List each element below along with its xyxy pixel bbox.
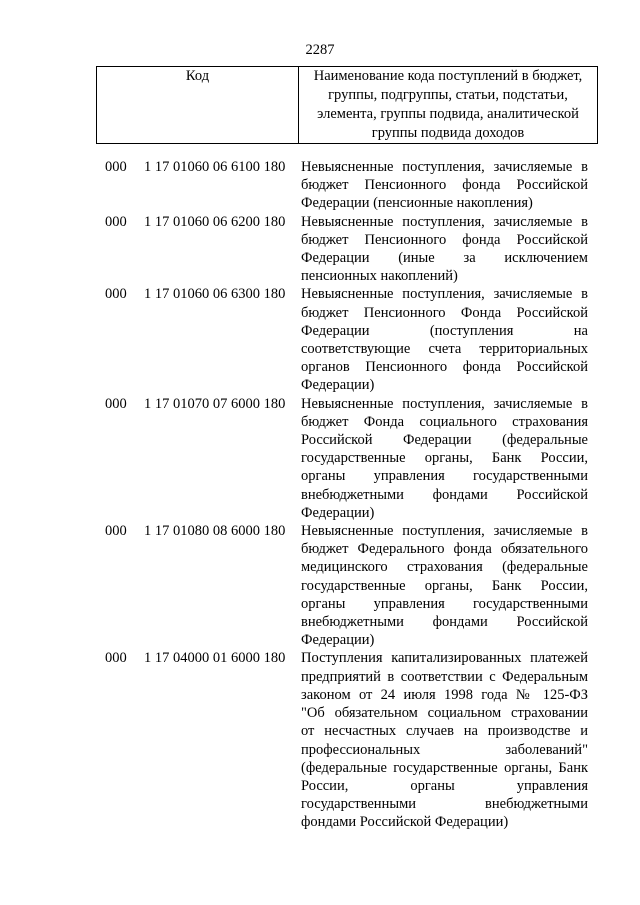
admin-code: 000 bbox=[105, 395, 127, 412]
header-name-line: Наименование кода поступлений в бюджет, bbox=[313, 68, 583, 84]
name-line: Невыясненные поступления, зачисляемые в bbox=[301, 523, 588, 540]
name-line: органов Пенсионного фонда Российской bbox=[301, 359, 588, 376]
revenue-code: 1 17 01060 06 6200 180 bbox=[144, 213, 286, 230]
name-line: фондами Российской Федерации) bbox=[301, 814, 509, 831]
header-name-cell bbox=[299, 67, 598, 144]
name-line: государственные органы, Банк России, bbox=[301, 450, 588, 467]
name-line: государственные органы, Банк России, bbox=[301, 577, 588, 594]
revenue-name bbox=[301, 395, 588, 522]
header-name-line: группы, подгруппы, статьи, подстатьи, bbox=[328, 87, 568, 103]
name-line: профессиональных заболеваний" bbox=[301, 741, 588, 758]
admin-code: 000 bbox=[105, 159, 127, 175]
name-line: органы управления государственными bbox=[301, 595, 588, 612]
revenue-code: 1 17 01060 06 6300 180 bbox=[144, 286, 286, 303]
code-list bbox=[0, 158, 640, 832]
name-line: бюджет Пенсионного Фонда Российской bbox=[301, 304, 588, 321]
admin-code: 000 bbox=[105, 286, 127, 303]
revenue-name bbox=[301, 285, 588, 394]
name-line: Невыясненные поступления, зачисляемые в bbox=[301, 286, 588, 303]
revenue-code: 1 17 01070 07 6000 180 bbox=[144, 395, 286, 412]
admin-code: 000 bbox=[105, 650, 127, 667]
name-line: Федерации) bbox=[301, 504, 375, 521]
table-row bbox=[0, 213, 640, 286]
name-line: Федерации) bbox=[301, 632, 375, 649]
name-line: соответствующие счета территориальных bbox=[301, 341, 588, 358]
header-code-label: Код bbox=[185, 68, 210, 84]
table-header bbox=[96, 66, 598, 144]
name-line: бюджет Пенсионного фонда Российской bbox=[301, 231, 588, 248]
table-row bbox=[0, 285, 640, 394]
table-row bbox=[0, 649, 640, 831]
name-line: органы управления государственными bbox=[301, 468, 588, 485]
name-line: внебюджетными фондами Российской bbox=[301, 614, 588, 631]
page-number: 2287 bbox=[305, 42, 335, 58]
admin-code: 000 bbox=[105, 213, 127, 230]
name-line: медицинского страхования (федеральные bbox=[301, 559, 588, 576]
revenue-code: 1 17 01080 08 6000 180 bbox=[144, 523, 286, 540]
name-line: Невыясненные поступления, зачисляемые в bbox=[301, 159, 588, 175]
name-line: бюджет Пенсионного фонда Российской bbox=[301, 177, 588, 194]
admin-code: 000 bbox=[105, 523, 127, 540]
revenue-name bbox=[301, 522, 588, 649]
name-line: Федерации (поступления на bbox=[301, 322, 588, 339]
name-line: Федерации (иные за исключением bbox=[301, 250, 588, 267]
name-line: Невыясненные поступления, зачисляемые в bbox=[301, 213, 588, 230]
name-line: Федерации (пенсионные накопления) bbox=[301, 195, 533, 212]
name-line: бюджет Фонда социального страхования bbox=[301, 413, 588, 430]
name-line: внебюджетными фондами Российской bbox=[301, 486, 588, 503]
name-line: государственными внебюджетными bbox=[301, 796, 588, 813]
name-line: от несчастных случаев на производстве и bbox=[301, 723, 588, 740]
name-line: (федеральные государственные органы, Банк bbox=[301, 759, 588, 776]
revenue-name bbox=[301, 158, 588, 213]
header-name-line: элемента, группы подвида, аналитической bbox=[317, 106, 579, 122]
revenue-code: 1 17 01060 06 6100 180 bbox=[144, 159, 286, 175]
name-line: бюджет Федерального фонда обязательного bbox=[301, 541, 588, 558]
table-row bbox=[0, 158, 640, 213]
name-line: предприятий в соответствии с Федеральным bbox=[301, 668, 588, 685]
name-line: пенсионных накоплений) bbox=[301, 268, 458, 285]
name-line: Невыясненные поступления, зачисляемые в bbox=[301, 395, 588, 412]
name-line: Поступления капитализированных платежей bbox=[301, 650, 588, 667]
name-line: России, органы управления bbox=[301, 777, 588, 794]
table-row bbox=[0, 522, 640, 649]
revenue-name bbox=[301, 649, 588, 831]
table-row bbox=[0, 395, 640, 522]
name-line: Российской Федерации (федеральные bbox=[301, 432, 588, 449]
header-code-cell bbox=[97, 67, 299, 144]
name-line: "Об обязательном социальном страховании bbox=[301, 705, 588, 722]
revenue-code: 1 17 04000 01 6000 180 bbox=[144, 650, 286, 667]
name-line: законом от 24 июля 1998 года № 125-ФЗ bbox=[301, 686, 588, 703]
revenue-name bbox=[301, 213, 588, 286]
name-line: Федерации) bbox=[301, 377, 375, 394]
header-name-line: группы подвида доходов bbox=[371, 125, 525, 141]
